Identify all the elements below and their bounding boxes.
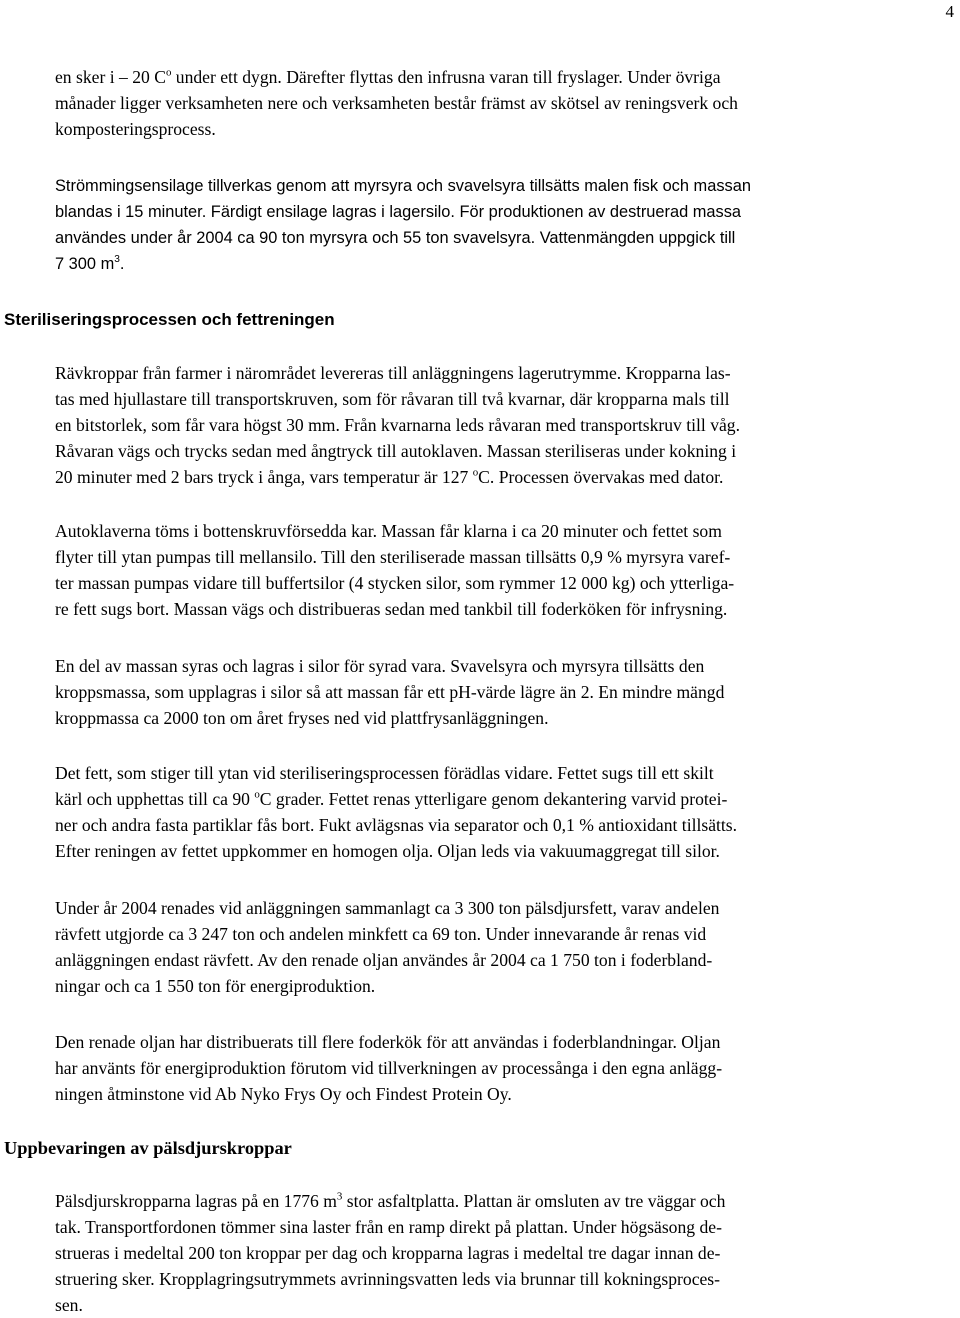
text-segment: Pälsdjurskropparna lagras på en 1776 m — [55, 1191, 337, 1211]
text-line — [55, 1266, 955, 1292]
text-line — [55, 544, 955, 570]
text-segment: Råvaran vägs och trycks sedan med ångtryck till autoklaven. Massan steriliseras under kokning i — [55, 441, 737, 461]
text-segment: Autoklaverna töms i bottenskruvförsedda kar. Massan får klarna i ca 20 minuter och fettet som — [55, 521, 722, 541]
text-line — [55, 838, 955, 864]
text-line — [55, 1292, 955, 1318]
text-line — [55, 705, 955, 731]
text-line — [55, 973, 955, 999]
text-segment: användes under år 2004 ca 90 ton myrsyra och 55 ton svavelsyra. Vattenmängden uppgick till — [55, 229, 736, 247]
text-line — [55, 570, 955, 596]
paragraph-6 — [55, 760, 955, 864]
text-line — [55, 679, 955, 705]
text-line — [55, 438, 955, 464]
text-segment: Det fett, som stiger till ytan vid steriliseringsprocessen förädlas vidare. Fettet sugs till ett skilt — [55, 763, 714, 783]
paragraph-2 — [55, 173, 955, 277]
text-segment: Under år 2004 renades vid anläggningen sammanlagt ca 3 300 ton pälsdjursfett, varav andelen — [55, 898, 720, 918]
text-line — [55, 1081, 955, 1107]
text-segment: kroppmassa ca 2000 ton om året fryses ned vid plattfrysanläggningen. — [55, 708, 549, 728]
text-segment: under ett dygn. Därefter flyttas den infrusna varan till fryslager. Under övriga — [171, 67, 721, 87]
text-segment: 20 minuter med 2 bars tryck i ånga, vars temperatur är 127 — [55, 467, 473, 487]
paragraph-9 — [55, 1188, 955, 1318]
text-line — [55, 1240, 955, 1266]
text-segment: C grader. Fettet renas ytterligare genom dekantering varvid protei- — [259, 789, 728, 809]
text-segment: strueras i medeltal 200 ton kroppar per dag och kropparna lagras i medeltal tre dagar innan de- — [55, 1243, 721, 1263]
page-number: 4 — [945, 2, 954, 21]
paragraph-8 — [55, 1029, 955, 1107]
text-segment: flyter till ytan pumpas till mellansilo. Till den steriliserade massan tillsätts 0,9 % myrsyra varef- — [55, 547, 731, 567]
text-line — [55, 1029, 955, 1055]
superscript: 3 — [114, 253, 120, 265]
text-line — [55, 895, 955, 921]
superscript: o — [165, 66, 172, 79]
text-segment: ningen åtminstone vid Ab Nyko Frys Oy och Findest Protein Oy. — [55, 1084, 512, 1104]
paragraph-5 — [55, 653, 955, 731]
text-line — [55, 786, 955, 812]
text-segment: . — [119, 255, 125, 273]
paragraph-7 — [55, 895, 955, 999]
text-line — [55, 518, 955, 544]
text-segment: ningar och ca 1 550 ton för energiproduktion. — [55, 976, 376, 996]
text-segment: komposteringsprocess. — [55, 119, 216, 139]
text-segment: Den renade oljan har distribuerats till flere foderkök för att användas i foderblandningar. Oljan — [55, 1032, 721, 1052]
text-line — [55, 921, 955, 947]
text-segment: blandas i 15 minuter. Färdigt ensilage lagras i lagersilo. För produktionen av destruerad massa — [55, 203, 742, 221]
text-line — [55, 199, 955, 225]
text-line — [55, 116, 955, 142]
text-segment: Strömmingsensilage tillverkas genom att myrsyra och svavelsyra tillsätts malen fisk och massan — [55, 177, 751, 195]
text-line — [55, 1214, 955, 1240]
text-segment: 7 300 m — [55, 255, 115, 273]
paragraph-1 — [55, 64, 955, 142]
superscript: o — [472, 466, 479, 479]
paragraph-3 — [55, 360, 955, 490]
text-line — [55, 760, 955, 786]
superscript: 3 — [336, 1190, 343, 1203]
text-line — [55, 225, 955, 251]
text-segment: stor asfaltplatta. Plattan är omsluten av tre väggar och — [342, 1191, 726, 1211]
text-line — [55, 596, 955, 622]
paragraph-4 — [55, 518, 955, 622]
text-segment: sen. — [55, 1295, 83, 1315]
text-line — [55, 251, 955, 277]
text-line — [55, 464, 955, 490]
text-segment: ner och andra fasta partiklar fås bort. Fukt avlägsnas via separator och 0,1 % antioxidant tillsätts. — [55, 815, 738, 835]
text-segment: C. Processen övervakas med dator. — [478, 467, 724, 487]
text-segment: tak. Transportfordonen tömmer sina laster från en ramp direkt på plattan. Under högsäsong de- — [55, 1217, 722, 1237]
superscript: o — [254, 788, 260, 801]
text-segment: rävfett utgjorde ca 3 247 ton och andelen minkfett ca 69 ton. Under innevarande år renas vid — [55, 924, 707, 944]
text-segment: re fett sugs bort. Massan vägs och distribueras sedan med tankbil till foderköken för infrysning. — [55, 599, 728, 619]
text-line — [55, 1055, 955, 1081]
text-line — [55, 64, 955, 90]
text-line — [55, 812, 955, 838]
text-segment: anläggningen endast rävfett. Av den renade oljan användes år 2004 ca 1 750 ton i foderbland- — [55, 950, 713, 970]
text-segment: kärl och upphettas till ca 90 — [55, 789, 255, 809]
text-line — [55, 947, 955, 973]
text-segment: har använts för energiproduktion förutom vid tillverkningen av processånga i den egna anlägg- — [55, 1058, 723, 1078]
text-segment: struering sker. Kropplagringsutrymmets avrinningsvatten leds via brunnar till kokningsproces- — [55, 1269, 721, 1289]
section-heading-sterilisering: Steriliseringsprocessen och fettreningen — [4, 310, 335, 329]
text-line — [55, 360, 955, 386]
text-segment: tas med hjullastare till transportskruven, som för råvaran till två kvarnar, där kropparna mals till — [55, 389, 730, 409]
section-heading-uppbevaring: Uppbevaringen av pälsdjurskroppar — [4, 1138, 292, 1158]
text-segment: kroppsmassa, som upplagras i silor så att massan får ett pH-värde lägre än 2. En mindre mängd — [55, 682, 725, 702]
text-segment: månader ligger verksamheten nere och verksamheten består främst av skötsel av reningsverk och — [55, 93, 738, 113]
text-line — [55, 90, 955, 116]
text-line — [55, 1188, 955, 1214]
text-line — [55, 412, 955, 438]
text-segment: en bitstorlek, som får vara högst 30 mm. Från kvarnarna leds råvaran med transportskruv till våg. — [55, 415, 740, 435]
text-segment: Rävkroppar från farmer i närområdet levereras till anläggningens lagerutrymme. Kropparna las- — [55, 363, 731, 383]
text-line — [55, 173, 955, 199]
text-segment: Efter reningen av fettet uppkommer en homogen olja. Oljan leds via vakuumaggregat till silor. — [55, 841, 720, 861]
text-segment: ter massan pumpas vidare till buffertsilor (4 stycken silor, som rymmer 12 000 kg) och ytterliga- — [55, 573, 735, 593]
text-line — [55, 386, 955, 412]
text-segment: En del av massan syras och lagras i silor för syrad vara. Svavelsyra och myrsyra tillsätts den — [55, 656, 705, 676]
text-segment: en sker i – 20 C — [55, 67, 166, 87]
text-line — [55, 653, 955, 679]
